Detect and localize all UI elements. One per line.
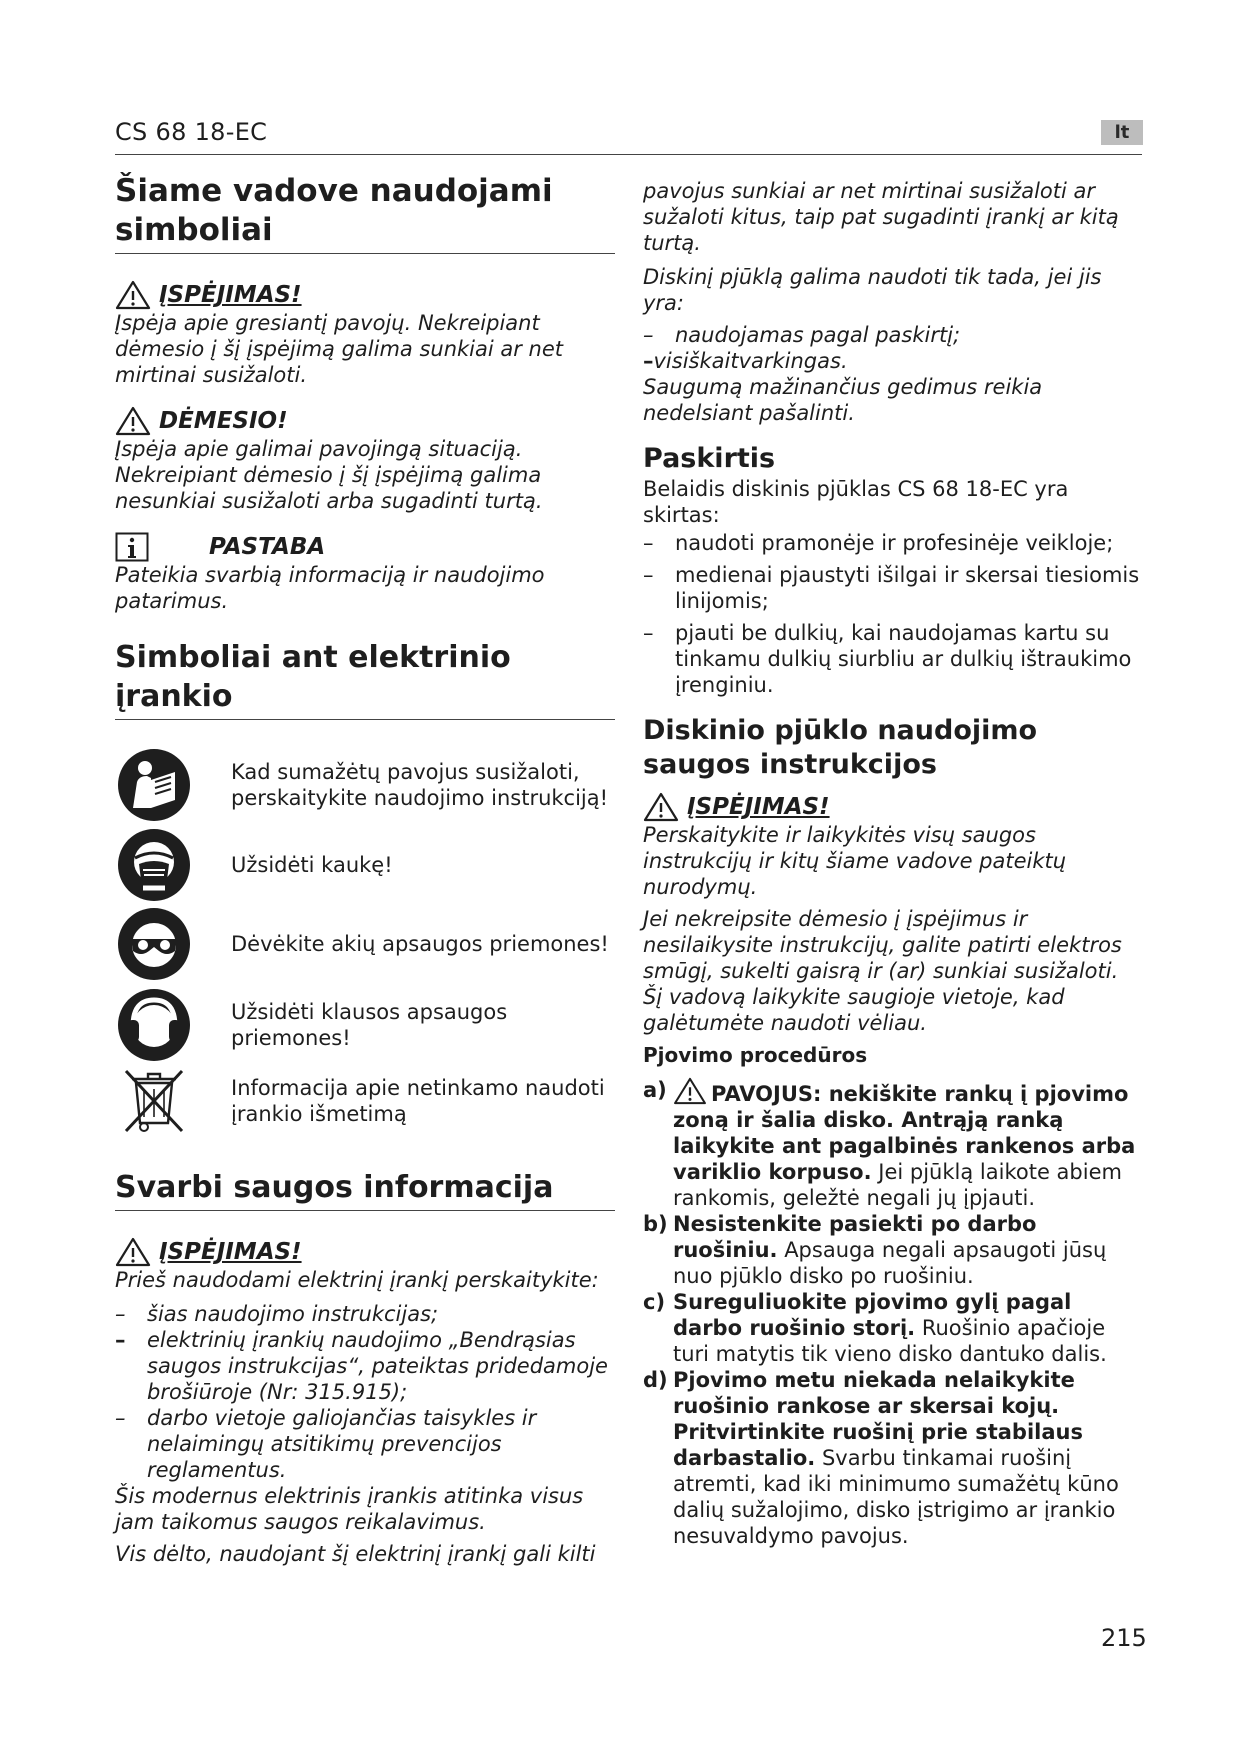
note-block [115,532,615,614]
safety-warning-block [115,1237,615,1567]
list-item: – pjauti be dulkių, kai naudojamas kartu su tinkamu dulkių siurbliu ar dulkių ištraukimo įrenginiu. [643,621,1132,697]
warning-triangle-icon [673,1077,707,1105]
list-item: – elektrinių įrankių naudojimo „Bendrąsias saugos instrukcijas“, pateiktas pridedamoje brošiūroje (Nr: 315.915); [115,1328,608,1404]
saw-warning-block [643,792,1143,1036]
use-intro: Diskinį pjūklą galima naudoti tik tada, jei jis yra: [643,265,1102,315]
note-text: Pateikia svarbią informaciją ir naudojimo patarimus. [115,563,545,613]
symbol-text: Užsidėti klausos apsaugos priemones! [231,1000,508,1050]
disposal-bin-icon [122,1067,186,1135]
saw-warning-text-2: Jei nekreipsite dėmesio į įspėjimus ir nesilaikysite instrukcijų, galite patirti elektros smūgį, sukelti gaisrą ir (ar) sunkiai susižaloti. [643,907,1122,983]
list-item: – darbo vietoje galiojančias taisykles ir nelaimingų atsitikimų prevencijos reglamentus. [115,1406,537,1482]
warning-triangle-icon [115,1237,151,1267]
saw-safety-heading: Diskinio pjūklo naudojimo saugos instrukcijos [643,715,1038,780]
symbol-row [115,744,615,826]
mask-icon [117,828,191,902]
model-name: CS 68 18-EC [115,118,268,146]
right-column [643,178,1143,1549]
warning-block [115,280,615,388]
defects-text: Saugumą mažinančius gedimus reikia nedelsiant pašalinti. [643,375,1043,425]
safety-heading: Svarbi saugos informacija [115,1168,615,1211]
purpose-list [643,530,1143,698]
symbol-text: Užsidėti kaukę! [231,853,393,877]
warning-title: ĮSPĖJIMAS! [159,282,302,308]
purpose-intro: Belaidis diskinis pjūklas CS 68 18-EC yra skirtas: [643,477,1069,527]
tool-symbols-heading: Simboliai ant elektrinio įrankio [115,638,615,720]
use-list [643,322,1143,374]
ear-protection-icon [117,988,191,1062]
symbol-text: Informacija apie netinkamo naudoti įrankio išmetimą [231,1076,605,1126]
safety-para-2: Vis dėlto, naudojant šį elektrinį įrankį gali kilti [115,1542,596,1566]
warning-triangle-icon [115,280,151,310]
cutting-item: a) PAVOJUS: nekiškite rankų į pjovimo zoną ir šalia disko. Antrąją ranką laikykite ant pagalbinės rankenos arba variklio korpuso. Jei pjūklą laikote abiem rankomis, geležtė negali jų įpjauti. [643,1078,1136,1210]
symbols-heading: Šiame vadove naudojami simboliai [115,172,615,254]
page-number: 215 [1101,1624,1147,1652]
saw-warning-text-3: Šį vadovą laikykite saugioje vietoje, kad galėtumėte naudoti vėliau. [643,985,1065,1035]
caution-text: Įspėja apie galimai pavojingą situaciją. Nekreipiant dėmesio į šį įspėjimą galima nesunkiai susižaloti arba sugadinti turtą. [115,437,543,513]
symbol-row [115,984,615,1066]
info-icon [115,532,149,562]
symbol-row [115,826,615,904]
tool-symbols-list [115,744,615,1136]
symbol-row [115,1066,615,1136]
saw-warning-title: ĮSPĖJIMAS! [687,794,830,820]
purpose-heading: Paskirtis [643,443,776,474]
list-item: – naudoti pramonėje ir profesinėje veikloje; [643,531,1114,555]
left-column [115,172,615,1567]
caution-title: DĖMESIO! [159,408,288,434]
cutting-heading: Pjovimo procedūros [643,1043,868,1067]
safety-para-1: Šis modernus elektrinis įrankis atitinka visus jam taikomus saugos reikalavimus. [115,1484,584,1534]
read-manual-icon [117,748,191,822]
note-title: PASTABA [209,534,326,560]
header-divider [115,154,1142,155]
symbol-row [115,904,615,984]
warning-triangle-icon [643,792,679,822]
cutting-item: d) Pjovimo metu niekada nelaikykite ruošinio rankose ar skersai kojų. Pritvirtinkite ruošinį prie stabilaus darbastalio. Svarbu tinkamai ruošinį atremti, kad iki minimumo sumažėtų kūno dalių sužalojimo, disko įstrigimo ar įrankio nesuvaldymo pavojus. [643,1368,1119,1548]
warning-triangle-icon [115,406,151,436]
caution-block [115,406,615,514]
warning-text: Įspėja apie gresiantį pavojų. Nekreipiant dėmesio į šį įspėjimą galima sunkiai ar net mirtinai susižaloti. [115,311,564,387]
saw-warning-text-1: Perskaitykite ir laikykitės visų saugos instrukcijų ir kitų šiame vadove pateiktų nurodymų. [643,823,1067,899]
safety-intro: Prieš naudodami elektrinį įrankį perskaitykite: [115,1268,599,1292]
list-item: – naudojamas pagal paskirtį; [643,323,961,347]
continued-text: pavojus sunkiai ar net mirtinai susižaloti ar sužaloti kitus, taip pat sugadinti įrankį ar kitą turtą. [643,179,1119,255]
list-item: – medienai pjaustyti išilgai ir skersai tiesiomis linijomis; [643,563,1140,613]
safety-warning-title: ĮSPĖJIMAS! [159,1239,302,1265]
cutting-item: c) Sureguliuokite pjovimo gylį pagal darbo ruošinio storį. Ruošinio apačioje turi matytis tik vieno disko dantuko dalis. [643,1290,1107,1366]
list-item: – šias naudojimo instrukcijas; [115,1302,439,1326]
symbol-text: Kad sumažėtų pavojus susižaloti, perskaitykite naudojimo instrukciją! [231,760,609,810]
list-item: – visiškaitvarkingas. [643,349,848,373]
symbol-text: Dėvėkite akių apsaugos priemones! [231,932,609,956]
eye-protection-icon [117,907,191,981]
cutting-item: b) Nesistenkite pasiekti po darbo ruošiniu. Apsauga negali apsaugoti jūsų nuo pjūklo disko po ruošiniu. [643,1212,1107,1288]
language-badge: lt [1101,120,1143,145]
cutting-list [643,1077,1143,1549]
safety-list [115,1301,615,1483]
